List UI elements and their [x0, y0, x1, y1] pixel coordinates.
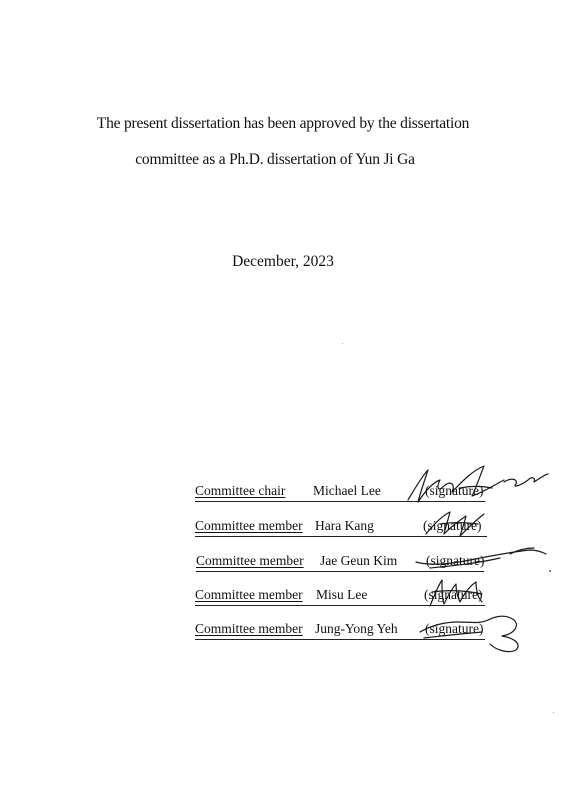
signature-scribble-member-4: [410, 606, 526, 656]
committee-role: Committee member: [195, 621, 303, 636]
committee-name: Jae Geun Kim: [320, 553, 398, 568]
signature-label: (signature): [424, 587, 483, 602]
approval-line-1: The present dissertation has been approved by the dissertation: [96, 115, 470, 132]
signature-scribble-member-2: [410, 544, 550, 574]
scan-speck: [553, 712, 554, 713]
committee-role: Committee member: [195, 518, 303, 533]
signature-label: (signature): [425, 483, 484, 498]
scan-speck: [549, 570, 551, 572]
signature-scribble-chair: [400, 462, 550, 504]
committee-name: Hara Kang: [315, 518, 374, 533]
signature-scribble-member-3: [420, 576, 490, 610]
committee-name: Michael Lee: [313, 483, 381, 498]
committee-role: Committee member: [195, 587, 303, 602]
committee-role: Committee chair: [195, 483, 286, 498]
signature-label: (signature): [423, 518, 482, 533]
scan-speck: [342, 343, 343, 344]
approval-date: December, 2023: [232, 253, 334, 270]
committee-role: Committee member: [196, 553, 304, 568]
approval-line-2: committee as a Ph.D. dissertation of Yun Ji Ga: [135, 151, 415, 168]
committee-name: Misu Lee: [316, 587, 368, 602]
committee-name: Jung-Yong Yeh: [315, 621, 398, 636]
signature-label: (signature): [426, 553, 485, 568]
signature-label: (signature): [425, 621, 484, 636]
signature-scribble-member-1: [420, 506, 490, 540]
